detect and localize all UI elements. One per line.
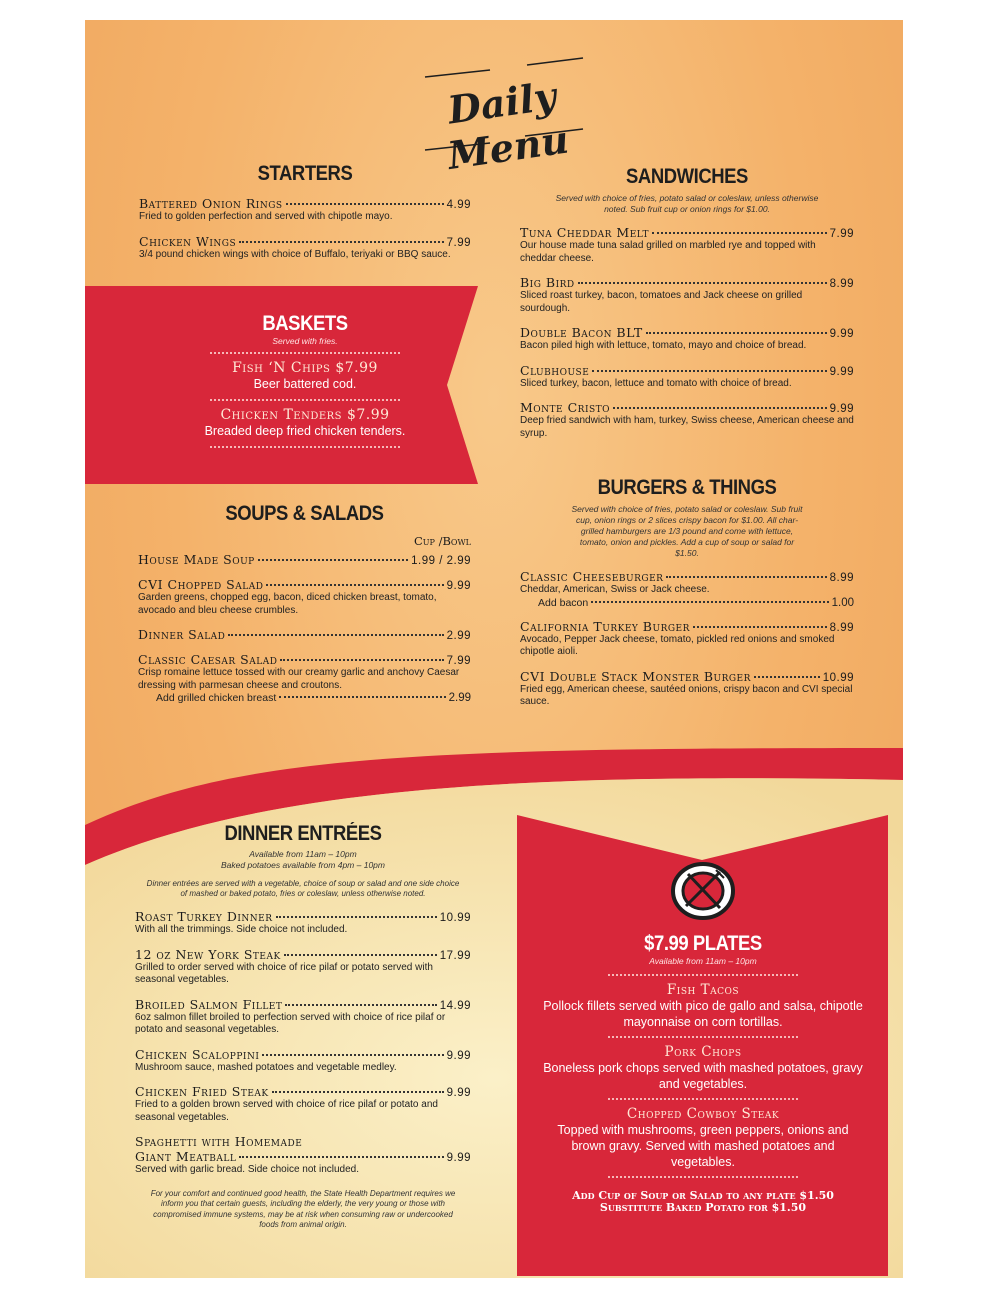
basket-desc: Beer battered cod.: [253, 377, 357, 391]
item-name-line: [520, 225, 854, 240]
section-title: $7.99 PLATES: [644, 932, 762, 955]
item-name: Double Bacon BLT: [520, 325, 643, 340]
item-name: CVI Chopped Salad: [138, 577, 264, 592]
plates-footer: Add Cup of Soup or Salad to any plate $1.50 Substitute Baked Potato for $1.50: [572, 1189, 834, 1214]
plate-item: [525, 982, 881, 1038]
section-note: Dinner entrées are served with a vegetable, choice of soup or salad and one side choice of mashed or baked potato, fries or coleslaw, unless otherwise noted.: [146, 879, 460, 898]
plate-desc: Pollock fillets served with pico de gallo and salsa, chipotle mayonnaise on corn tortillas.: [543, 999, 863, 1029]
health-notice: For your comfort and continued good health, the State Health Department requires we inform you that certain guests, including the elderly, the very young or those with compromised immune systems, may be at risk when consuming raw or undercooked foods from animal origin.: [150, 1188, 456, 1229]
item-name-line: [138, 627, 471, 642]
basket-desc: Breaded deep fried chicken tenders.: [204, 424, 406, 438]
item-desc: Our house made tuna salad grilled on marbled rye and topped with cheddar cheese.: [520, 240, 816, 264]
section-note: Baked potatoes available from 4pm – 10pm: [221, 860, 385, 870]
menu-item: Spaghetti with Homemade Giant Meatball 9.99 Served with garlic bread. Side choice not included.: [135, 1134, 471, 1175]
item-desc: Fried to golden perfection and served with chipotle mayo.: [139, 211, 393, 222]
item-name: Battered Onion Rings: [139, 196, 283, 211]
menu-item: [520, 225, 854, 265]
menu-item: [138, 627, 471, 642]
item-name-line: [138, 652, 471, 667]
item-desc: 6oz salmon fillet broiled to perfection served with choice of rice pilaf or potato and seasonal vegetables.: [135, 1011, 446, 1035]
addon-line: Add bacon 1.00: [538, 596, 854, 609]
item-name-line: [138, 577, 471, 592]
item-name-line: [139, 234, 471, 249]
plate-desc: Boneless pork chops served with mashed potatoes, gravy and vegetables.: [543, 1061, 863, 1091]
item-price: 9.99: [829, 403, 854, 415]
plate-item: [525, 1044, 881, 1100]
baskets-section: [195, 312, 415, 454]
section-title: SOUPS & SALADS: [225, 502, 384, 525]
section-title: BURGERS & THINGS: [597, 476, 777, 499]
item-price: 17.99: [439, 949, 471, 962]
item-name: Broiled Salmon Fillet: [135, 996, 283, 1012]
menu-item: [135, 947, 471, 987]
menu-item: [139, 234, 471, 262]
section-title: BASKETS: [262, 312, 348, 335]
menu-item: [135, 909, 471, 937]
menu-item: Classic Cheeseburger 8.99 Cheddar, American, Swiss or Jack cheese. Add bacon 1.00: [520, 569, 854, 609]
item-price: 2.99: [446, 630, 471, 642]
burgers-section: [520, 476, 854, 709]
menu-item: [520, 400, 854, 440]
item-price: 9.99: [829, 365, 854, 378]
item-name-line: [135, 997, 471, 1012]
section-title: DINNER ENTRÉES: [224, 822, 382, 845]
section-note: Served with choice of fries, potato salad or coleslaw. Sub fruit cup, onion rings or 2 slices crispy bacon for $1.00. All char-grilled hamburgers are 1/3 pound and come with lettuce, tomato, onion and pickles. Add a cup of soup or salad for $1.50.: [571, 504, 803, 558]
item-name: Chicken Scaloppini: [135, 1046, 260, 1062]
item-name: 12 oz New York Steak: [135, 946, 281, 962]
item-name-line: [135, 1047, 471, 1062]
item-name: Tuna Cheddar Melt: [520, 225, 650, 240]
item-name: Chicken Fried Steak: [135, 1084, 269, 1099]
item-name-line: [520, 400, 854, 415]
section-note: Served with choice of fries, potato salad or coleslaw, unless otherwise noted. Sub fruit cup or onion rings for $1.00.: [555, 193, 819, 214]
item-name-line: [520, 363, 854, 378]
basket-name: Fish ‘N Chips $7.99: [232, 360, 378, 376]
menu-item: California Turkey Burger 8.99 Avocado, Pepper Jack cheese, tomato, pickled red onions and smoked chipotle aioli.: [520, 618, 854, 657]
item-desc: With all the trimmings. Side choice not included.: [135, 924, 348, 935]
item-name: Dinner Salad: [138, 627, 226, 642]
item-name-line: [135, 947, 471, 962]
item-price: 9.99: [829, 328, 854, 340]
plate-name: Fish Tacos: [666, 982, 740, 998]
item-desc: 3/4 pound chicken wings with choice of Buffalo, teriyaki or BBQ sauce.: [139, 248, 451, 260]
menu-item: [138, 652, 471, 692]
item-price: 9.99: [446, 1087, 471, 1099]
item-desc: Deep fried sandwich with ham, turkey, Swiss cheese, American cheese and syrup.: [520, 415, 854, 439]
item-desc: Grilled to order served with choice of rice pilaf or potato served with seasonal vegetables.: [135, 961, 433, 985]
plates-section: [525, 860, 881, 1214]
item-price: 7.99: [829, 228, 854, 240]
dinner-section: [135, 822, 471, 1231]
plate-name: Pork Chops: [664, 1044, 742, 1060]
menu-item: [138, 552, 471, 567]
item-name: Chicken Wings: [139, 233, 237, 249]
item-name: Monte Cristo: [520, 400, 611, 415]
starters-section: [139, 162, 471, 261]
section-note: Available from 11am – 10pm: [649, 956, 757, 966]
item-price: 8.99: [829, 278, 854, 290]
item-price: 4.99: [446, 199, 471, 211]
plate-name: Chopped Cowboy Steak: [626, 1106, 780, 1122]
item-desc: Sliced turkey, bacon, lettuce and tomato with choice of bread.: [520, 377, 792, 389]
menu-title: Daily Menu: [444, 72, 572, 179]
menu-page: [85, 20, 903, 1278]
item-price: 7.99: [446, 655, 471, 667]
cup-bowl-label: Cup /Bowl: [414, 534, 471, 548]
item-name-line: [135, 1084, 471, 1099]
item-name: Roast Turkey Dinner: [135, 909, 273, 924]
item-name-line: [520, 325, 854, 340]
item-name: House Made Soup: [138, 552, 255, 567]
section-title: STARTERS: [257, 162, 353, 185]
item-desc: Bacon piled high with lettuce, tomato, mayo and choice of bread.: [520, 340, 807, 351]
addon-line: Add grilled chicken breast 2.99: [156, 692, 471, 704]
item-name: Clubhouse: [520, 362, 590, 378]
menu-item: [135, 1047, 471, 1075]
item-desc: Mushroom sauce, mashed potatoes and vegetable medley.: [135, 1061, 397, 1073]
basket-name: Chicken Tenders $7.99: [220, 407, 390, 423]
item-name-line: [135, 909, 471, 924]
menu-item: CVI Double Stack Monster Burger 10.99 Fried egg, American cheese, sautéed onions, crispy bacon and CVI special sauce.: [520, 668, 854, 707]
item-price: 10.99: [439, 912, 471, 924]
menu-item: [135, 1084, 471, 1124]
item-name: Classic Caesar Salad: [138, 652, 278, 667]
menu-item: [520, 275, 854, 315]
menu-item: [139, 196, 471, 224]
item-name-line: [138, 552, 471, 567]
menu-item: [135, 997, 471, 1037]
item-price: 7.99: [446, 236, 471, 249]
menu-item: [520, 363, 854, 391]
plate-fork-knife-icon: [668, 860, 738, 922]
item-price: 9.99: [446, 580, 471, 592]
item-price: 9.99: [446, 1049, 471, 1062]
item-name: Big Bird: [520, 275, 575, 290]
section-note: Available from 11am – 10pm: [249, 849, 357, 859]
item-price: 1.99 / 2.99: [411, 555, 471, 567]
item-desc: Garden greens, chopped egg, bacon, diced chicken breast, tomato, avocado and bleu cheese crumbles.: [138, 592, 437, 616]
section-note: Served with fries.: [272, 336, 338, 346]
item-desc: Sliced roast turkey, bacon, tomatoes and Jack cheese on grilled sourdough.: [520, 290, 803, 314]
item-desc: Crisp romaine lettuce tossed with our creamy garlic and anchovy Caesar dressing with parmesan cheese and croutons.: [138, 667, 460, 691]
soups-section: [138, 502, 471, 704]
item-name-line: [139, 196, 471, 211]
section-title: SANDWICHES: [626, 165, 748, 188]
item-name-line: [520, 275, 854, 290]
item-desc: Fried to a golden brown served with choice of rice pilaf or potato and seasonal vegetables.: [135, 1099, 438, 1123]
plate-desc: Topped with mushrooms, green peppers, onions and brown gravy. Served with mashed potatoes and vegetables.: [557, 1123, 849, 1169]
menu-item: [138, 577, 471, 617]
item-price: 14.99: [439, 999, 471, 1012]
plate-item: [525, 1106, 881, 1178]
menu-item: [520, 325, 854, 353]
sandwiches-section: [520, 165, 854, 440]
